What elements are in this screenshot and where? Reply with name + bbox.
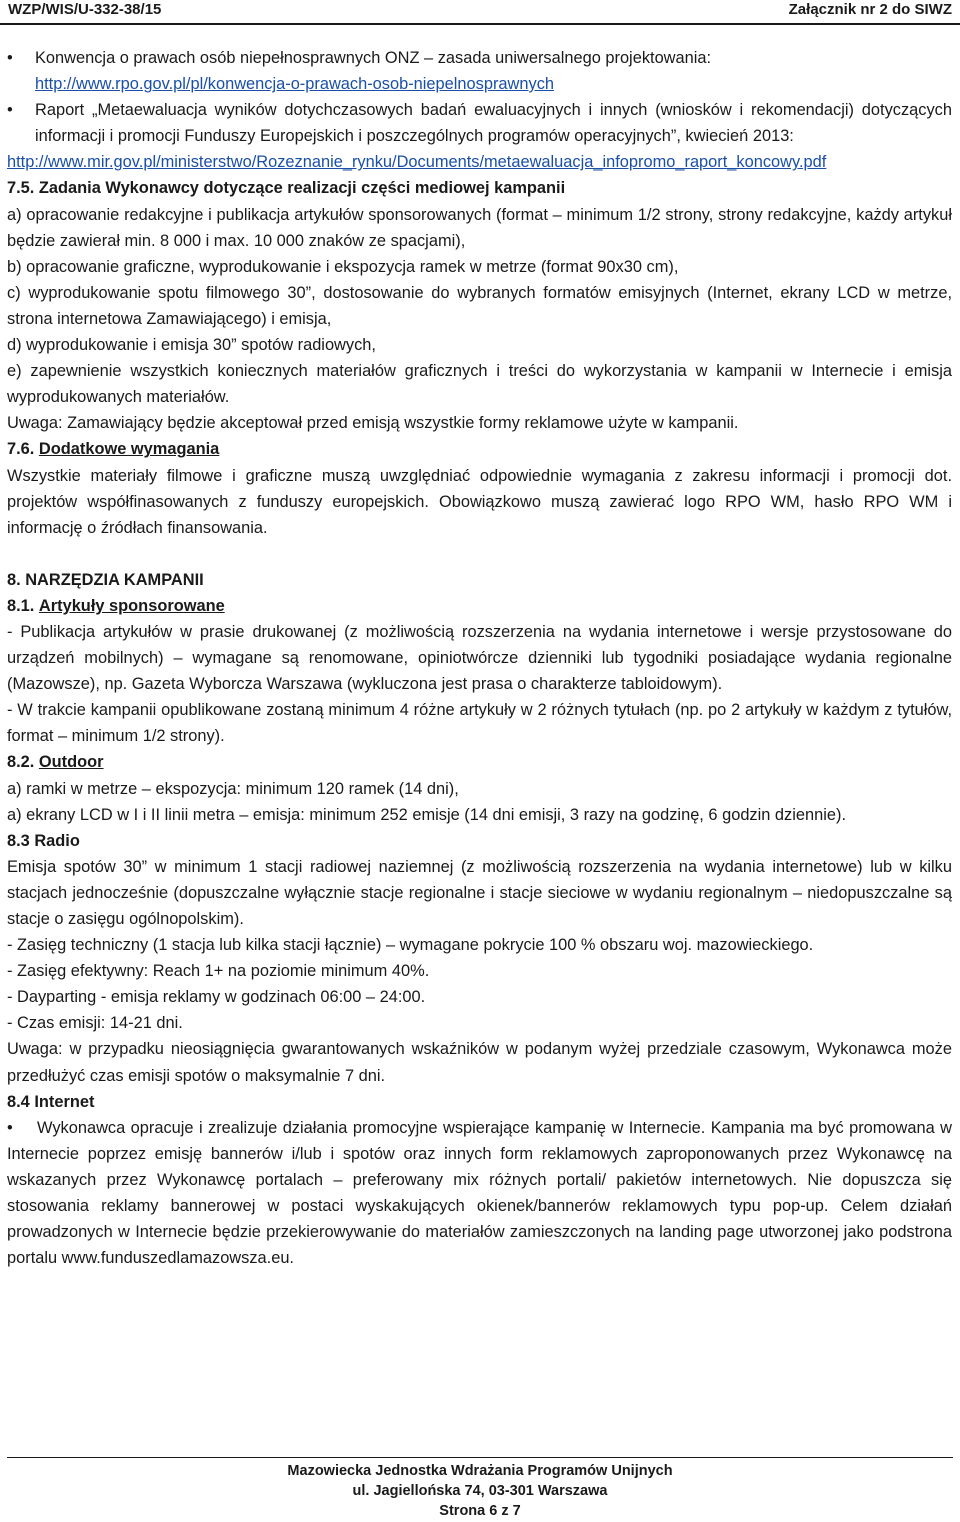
bullet-icon: • bbox=[7, 101, 13, 120]
section-8-1-p1: - Publikacja artykułów w prasie drukowanej (z możliwością rozszerzenia na wydania internetowe i wersje przystosowane do urządzeń mobilnych) – wymagane są renomowane, opiniotwórcze dzienniki lub tygodniki posiadające wydania regionalne (Mazowsze), np. Gazeta Wyborcza Warszawa (wykluczona jest prasa o charakterze tabloidowym). bbox=[7, 622, 952, 694]
section-8-3-p6: Uwaga: w przypadku nieosiągnięcia gwarantowanych wskaźników w podanym wyżej przedziale czasowym, Wykonawca może przedłużyć czas emisji spotów o maksymalnie 7 dni. bbox=[7, 1040, 952, 1085]
footer-divider bbox=[7, 1457, 953, 1458]
page-header bbox=[0, 0, 960, 24]
task-c: c) wyprodukowanie spotu filmowego 30”, dostosowanie do wybranych formatów emisyjnych (Internet, ekrany LCD w metrze, strona internetowa Zamawiającego) i emisja, bbox=[7, 283, 952, 328]
header-attachment: Załącznik nr 2 do SIWZ bbox=[788, 1, 952, 18]
footer-page-number: Strona 6 z 7 bbox=[439, 1503, 521, 1519]
bullet-text: Konwencja o prawach osób niepełnosprawnych ONZ – zasada uniwersalnego projektowania: bbox=[35, 49, 712, 67]
section-8-3-p1: Emisja spotów 30” w minimum 1 stacji radiowej naziemnej (z możliwością rozszerzenia na wydania internetowe) lub w kilku stacjach jednocześnie (dopuszczalne wyłącznie stacje regionalne i stacje sieciowe w wydaniu regionalnym – niedopuszczalne są stacje o zasięgu ogólnopolskim). bbox=[7, 857, 952, 928]
task-e: e) zapewnienie wszystkich koniecznych materiałów graficznych i treści do wykorzystania w kampanii w Internecie i emisja wyprodukowanych materiałów. bbox=[7, 362, 952, 407]
footer-institution: Mazowiecka Jednostka Wdrażania Programów Unijnych bbox=[287, 1463, 673, 1479]
bullet-item-konwencja bbox=[7, 45, 952, 97]
section-8-4-p1: • Wykonawca opracuje i zrealizuje działania promocyjne wspierające kampanię w Internecie. Kampania ma być promowana w Internecie poprzez emisję bannerów i/lub i spotów oraz innych form reklamowych zaproponowanych przez Wykonawcę na wskazanych przez Wykonawcę portalach – preferowany mix różnych portali/ pakietów internetowych. Nie dopuszcza się stosowania reklamy bannerowej w postaci wyskakujących okienek/bannerów reklamowych typu pop-up. Celem działań prowadzonych w Internecie będzie przekierowywanie do materiałów zamieszczonych na landing page utworzonej jako podstrona portalu www.funduszedlamazowsza.eu. bbox=[7, 1115, 952, 1272]
section-8-2-a: a) ramki w metrze – ekspozycja: minimum 120 ramek (14 dni), bbox=[7, 779, 459, 798]
section-7-6-heading: 7.6. Dodatkowe wymagania bbox=[7, 440, 220, 459]
footer-address: ul. Jagiellońska 74, 03-301 Warszawa bbox=[352, 1483, 608, 1499]
task-a: a) opracowanie redakcyjne i publikacja artykułów sponsorowanych (format – minimum 1/2 strony, strony redakcyjne, każdy artykuł będzie zawierał min. 8 000 i max. 10 000 znaków ze spacjami), bbox=[7, 205, 952, 250]
header-divider bbox=[0, 23, 960, 25]
section-7-6-text: Wszystkie materiały filmowe i graficzne muszą uwzględniać odpowiednie wymagania z zakresu informacji i promocji dot. projektów współfinasowanych z funduszy europejskich. Obowiązkowo muszą zawierać logo RPO WM, hasło RPO WM i informację o źródłach finansowania. bbox=[7, 466, 952, 537]
link-mir[interactable]: http://www.mir.gov.pl/ministerstwo/Rozeznanie_rynku/Documents/metaewaluacja_infopromo_raport_koncowy.pdf bbox=[7, 153, 827, 172]
header-reference: WZP/WIS/U-332-38/15 bbox=[8, 1, 162, 18]
document-body bbox=[7, 45, 952, 1271]
section-8-heading: 8. NARZĘDZIA KAMPANII bbox=[7, 570, 204, 589]
section-8-3-p3: - Zasięg efektywny: Reach 1+ na poziomie minimum 40%. bbox=[7, 962, 430, 981]
section-8-3-p4: - Dayparting - emisja reklamy w godzinach 06:00 – 24:00. bbox=[7, 988, 426, 1007]
link-rpo[interactable]: http://www.rpo.gov.pl/pl/konwencja-o-prawach-osob-niepelnosprawnych bbox=[35, 75, 555, 94]
section-8-3-heading: 8.3 Radio bbox=[7, 831, 80, 850]
bullet-text: Raport „Metaewaluacja wyników dotychczasowych badań ewaluacyjnych i innych (wniosków i rekomendacji) dotyczących informacji i promocji Funduszy Europejskich i poszczególnych programów operacyjnych”, kwiecień 2013: bbox=[35, 101, 952, 146]
section-8-3-p5: - Czas emisji: 14-21 dni. bbox=[7, 1014, 183, 1033]
bullet-icon: • bbox=[7, 1118, 13, 1137]
section-8-1-p2: - W trakcie kampanii opublikowane zostaną minimum 4 różne artykuły w 2 różnych tytułach (np. po 2 artykuły w każdym z tytułów, format – minimum 1/2 strony). bbox=[7, 701, 952, 746]
section-8-2-heading: 8.2. Outdoor bbox=[7, 753, 104, 772]
bullet-icon: • bbox=[7, 49, 13, 67]
section-8-2-b: a) ekrany LCD w I i II linii metra – emisja: minimum 252 emisje (14 dni emisji, 3 razy na godzinę, 6 godzin dziennie). bbox=[7, 805, 847, 824]
page-footer bbox=[0, 1461, 960, 1521]
section-8-3-p2: - Zasięg techniczny (1 stacja lub kilka stacji łącznie) – wymagane pokrycie 100 % obszaru woj. mazowieckiego. bbox=[7, 936, 814, 955]
task-d: d) wyprodukowanie i emisja 30” spotów radiowych, bbox=[7, 336, 376, 355]
section-7-5-heading: 7.5. Zadania Wykonawcy dotyczące realizacji części mediowej kampanii bbox=[7, 179, 566, 198]
section-8-4-heading: 8.4 Internet bbox=[7, 1092, 95, 1111]
uwaga-7-5: Uwaga: Zamawiający będzie akceptował przed emisją wszystkie formy reklamowe użyte w kampanii. bbox=[7, 414, 739, 433]
task-b: b) opracowanie graficzne, wyprodukowanie i ekspozycja ramek w metrze (format 90x30 cm), bbox=[7, 257, 679, 276]
bullet-item-raport bbox=[7, 97, 952, 149]
section-8-1-heading: 8.1. Artykuły sponsorowane bbox=[7, 596, 225, 615]
